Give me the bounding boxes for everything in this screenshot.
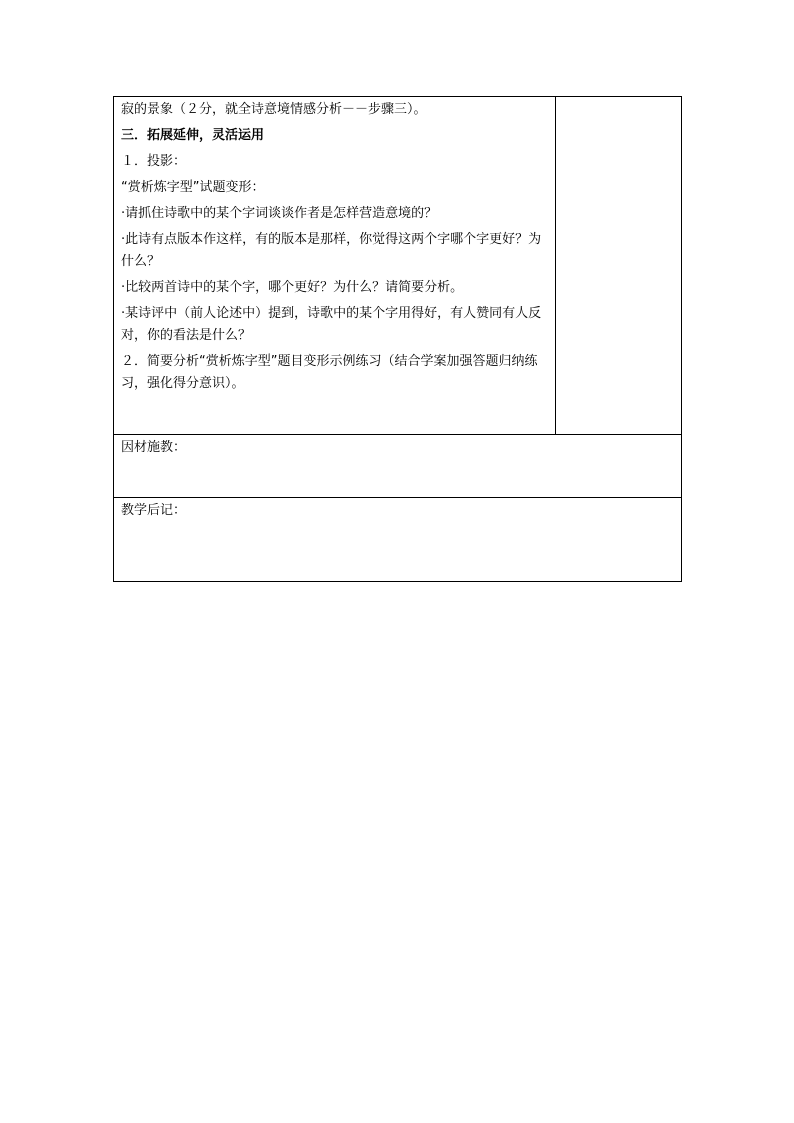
lesson-paragraph-6: ·此诗有点版本作这样，有的版本是那样，你觉得这两个字哪个字更好？为什么？ [121, 232, 542, 269]
teaching-reflection-cell [114, 498, 681, 581]
table-border-bottom [113, 581, 682, 582]
lesson-paragraph-4: “赏析炼字型”试题变形： [121, 180, 265, 195]
lesson-paragraph-9: ２．简要分析“赏析炼字型”题目变形示例练习（结合学案加强答题归纳练习，强化得分意识）。 [121, 354, 538, 391]
section-heading: 三．拓展延伸，灵活运用 [121, 128, 265, 143]
lesson-paragraph-1: 寂的景象（２分，就全诗意境情感分析－－步骤三）。 [121, 102, 427, 117]
differentiated-teaching-label: 因材施教： [121, 440, 187, 455]
lesson-content-cell [114, 97, 555, 434]
table-border-right [681, 96, 682, 582]
differentiated-teaching-cell [114, 435, 681, 497]
lesson-paragraph-5: ·请抓住诗歌中的某个字词谈谈作者是怎样营造意境的？ [121, 206, 438, 221]
lesson-paragraph-8: ·某诗评中（前人论述中）提到，诗歌中的某个字用得好，有人赞同有人反对，你的看法是什么？ [121, 306, 542, 343]
notes-side-cell [556, 97, 681, 434]
lesson-paragraph-3: １．投影： [121, 154, 187, 169]
lesson-paragraph-7: ·比较两首诗中的某个字，哪个更好？为什么？请简要分析。 [121, 280, 464, 295]
teaching-reflection-label: 教学后记： [121, 503, 187, 518]
